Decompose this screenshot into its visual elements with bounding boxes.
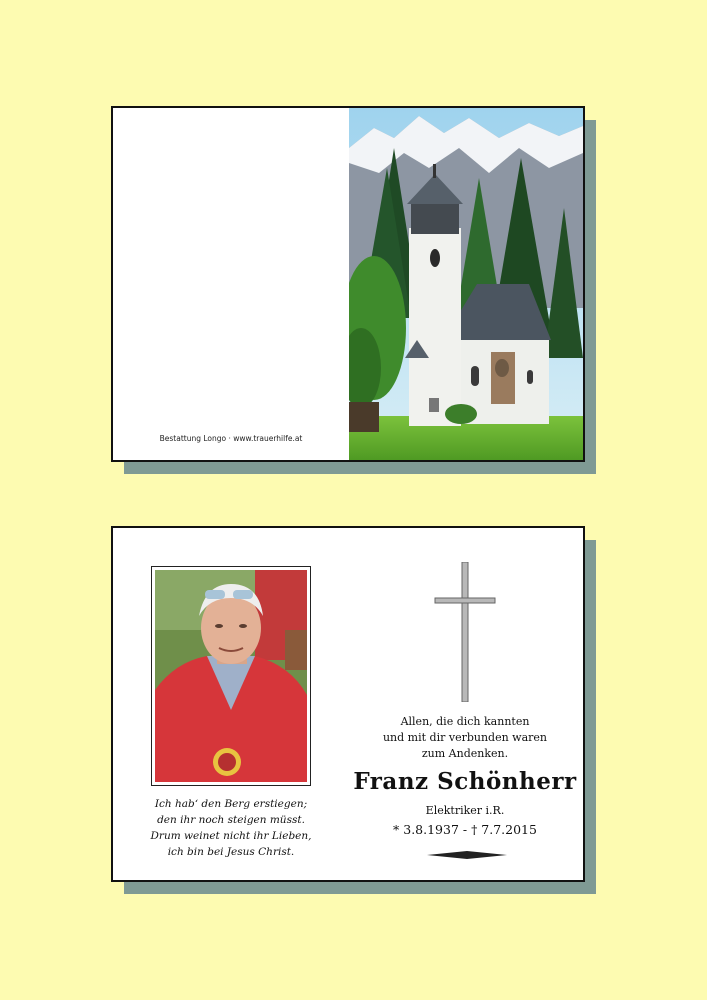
ornament-divider [427, 848, 507, 862]
verse-line: den ihr noch steigen müsst. [157, 814, 305, 826]
verse [133, 796, 329, 860]
remembrance-line: zum Andenken. [421, 747, 509, 760]
deceased-title: Elektriker i.R. [425, 804, 505, 817]
remembrance-line: und mit dir verbunden waren [382, 731, 548, 744]
cross-icon [433, 562, 497, 702]
card-front [111, 106, 585, 462]
chapel-photo [349, 108, 583, 460]
card-inside [111, 526, 585, 882]
remembrance-text [353, 714, 577, 762]
verse-line: Drum weinet nicht ihr Lieben, [150, 830, 312, 842]
remembrance-line: Allen, die dich kannten [400, 715, 530, 728]
verse-line: ich bin bei Jesus Christ. [167, 846, 295, 858]
undertaker-credit: Bestattung Longo · www.trauerhilfe.at [159, 434, 303, 443]
life-dates: * 3.8.1937 - † 7.7.2015 [393, 822, 537, 837]
portrait-photo [151, 566, 311, 786]
deceased-name: Franz Schönherr [353, 768, 577, 795]
verse-line: Ich hab‘ den Berg erstiegen; [154, 798, 308, 810]
